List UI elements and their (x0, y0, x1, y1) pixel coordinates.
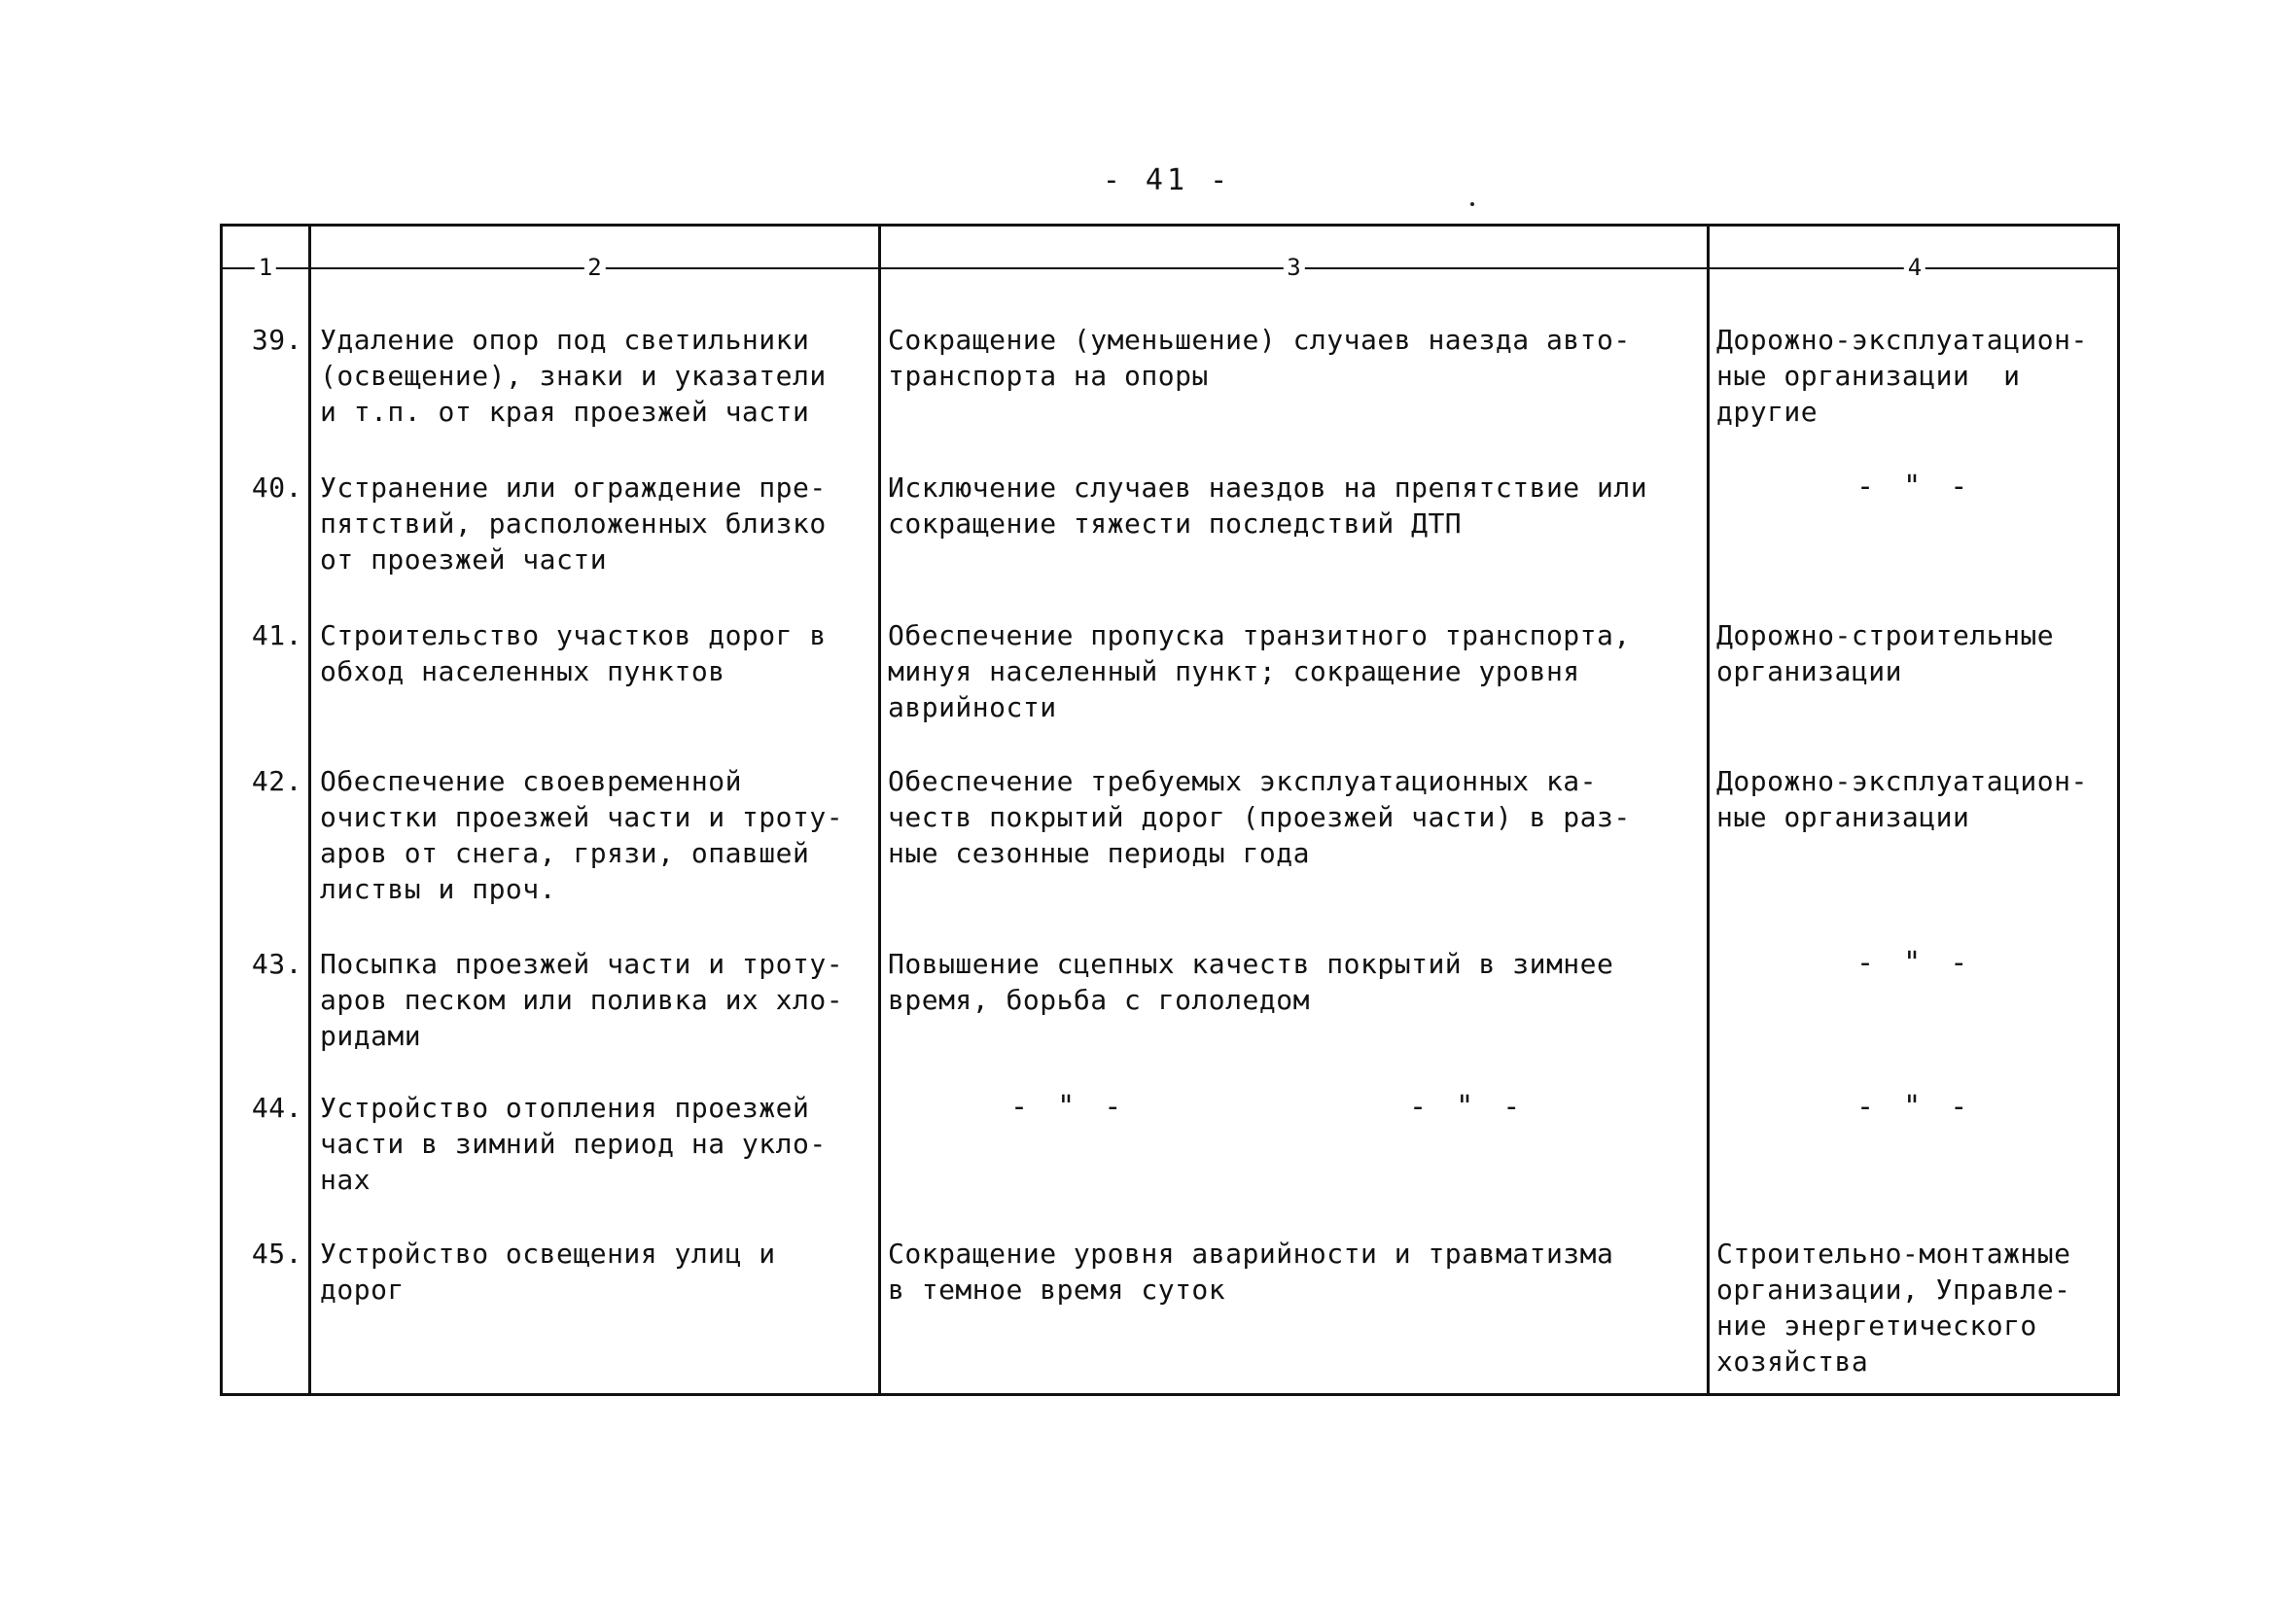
executor-cell: Дорожно-эксплуатацион- ные организации и другие (1716, 324, 2088, 428)
effect-cell: Сокращение уровня аварийности и травматизма в темное время суток (888, 1238, 1614, 1306)
header-cell-2 (311, 254, 878, 283)
ditto-mark: - " - (1010, 1090, 1128, 1124)
column-divider-3 (1707, 227, 1710, 1393)
ditto-mark: - " - (1409, 1090, 1527, 1124)
executor-cell: Дорожно-строительные организации (1716, 619, 2055, 687)
measure-cell: Обеспечение своевременной очистки проезжей части и троту- аров от снега, грязи, опавшей листвы и проч. (320, 765, 844, 905)
measure-cell: Посыпка проезжей части и троту- аров песком или поливка их хло- ридами (320, 948, 844, 1052)
executor-cell: Дорожно-эксплуатацион- ные организации (1716, 765, 2088, 833)
header-label-3: 3 (1283, 254, 1304, 281)
effect-cell: Обеспечение пропуска транзитного транспорта, минуя населенный пункт; сокращение уровня аврийности (888, 619, 1631, 723)
page-number: - 41 - (1102, 163, 1232, 197)
column-divider-1 (308, 227, 311, 1393)
ditto-mark: - " - (1856, 1090, 1974, 1124)
effect-cell: Повышение сцепных качеств покрытий в зимнее время, борьба с гололедом (888, 948, 1614, 1016)
scan-speck (1470, 202, 1474, 206)
measure-cell: Устройство освещения улиц и дорог (320, 1238, 776, 1306)
effect-cell: Исключение случаев наездов на препятствие или сокращение тяжести последствий ДТП (888, 472, 1648, 540)
table-header (223, 254, 2117, 283)
header-cell-4 (1710, 254, 2120, 283)
measures-table (220, 224, 2120, 1396)
header-cell-3 (881, 254, 1707, 283)
measure-cell: Удаление опор под светильники (освещение), знаки и указатели и т.п. от края проезжей части (320, 324, 827, 428)
row-number: 42. (251, 765, 302, 797)
row-number: 39. (251, 324, 302, 356)
ditto-mark: - " - (1856, 470, 1974, 504)
measure-cell: Устранение или ограждение пре- пятствий, расположенных близко от проезжей части (320, 472, 827, 576)
header-label-1: 1 (255, 254, 276, 281)
column-divider-2 (878, 227, 881, 1393)
effect-cell: Сокращение (уменьшение) случаев наезда авто- транспорта на опоры (888, 324, 1631, 392)
header-label-4: 4 (1904, 254, 1925, 281)
measure-cell: Устройство отопления проезжей части в зимний период на укло- нах (320, 1092, 827, 1196)
effect-cell: Обеспечение требуемых эксплуатационных ка- честв покрытий дорог (проезжей части) в раз- ные сезонные периоды года (888, 765, 1631, 869)
row-number: 45. (251, 1238, 302, 1270)
row-number: 40. (251, 472, 302, 504)
measure-cell: Строительство участков дорог в обход населенных пунктов (320, 619, 827, 687)
header-label-2: 2 (583, 254, 605, 281)
row-number: 43. (251, 948, 302, 980)
ditto-mark: - " - (1856, 946, 1974, 980)
executor-cell: Строительно-монтажные организации, Управле- ние энергетического хозяйства (1716, 1238, 2071, 1378)
header-cell-1 (223, 254, 308, 283)
row-number: 44. (251, 1092, 302, 1124)
row-number: 41. (251, 619, 302, 651)
